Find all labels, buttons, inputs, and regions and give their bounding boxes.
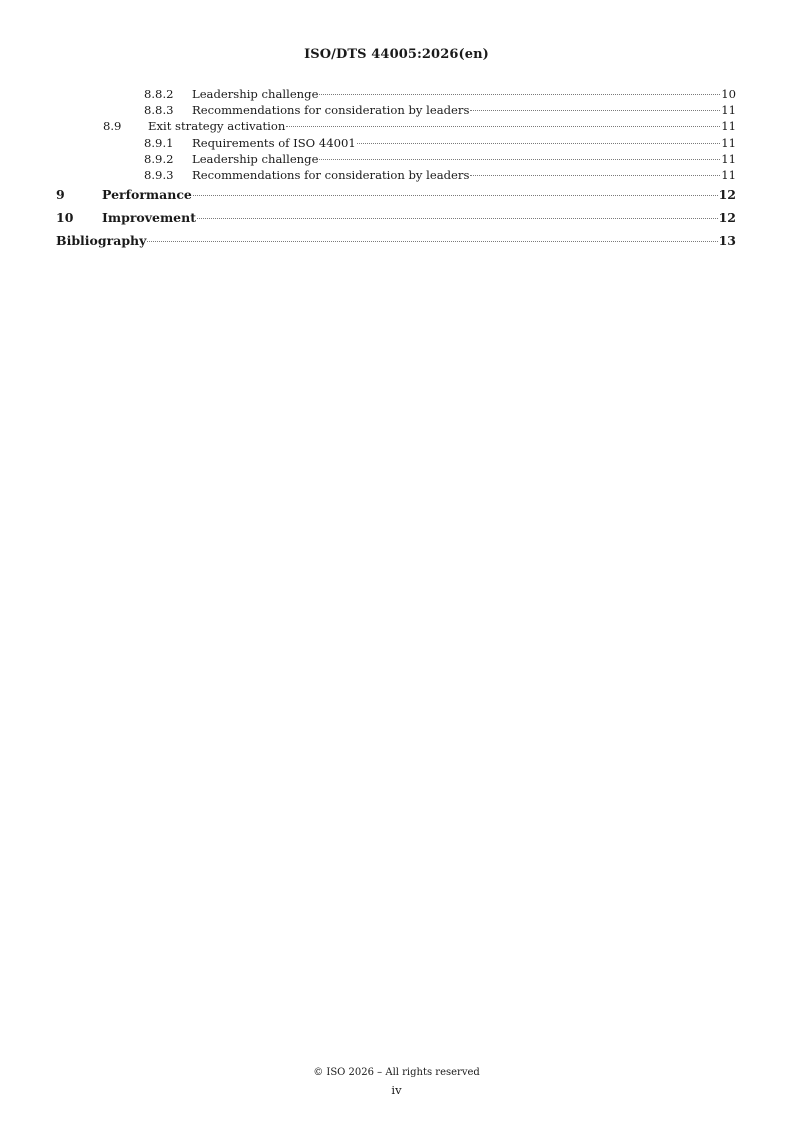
toc-entry-title: Exit strategy activation bbox=[148, 119, 286, 134]
dot-leader bbox=[319, 159, 720, 160]
toc-entry-number: 8.9.2 bbox=[144, 151, 174, 166]
toc-entry-page: 11 bbox=[721, 119, 736, 134]
toc-entry-8-8-3[interactable] bbox=[56, 102, 736, 118]
document-header: ISO/DTS 44005:2026(en) bbox=[304, 47, 489, 62]
toc-entry-number: 8.8.3 bbox=[144, 103, 174, 118]
toc-entry-page: 11 bbox=[721, 103, 736, 118]
toc-entry-title: Recommendations for consideration by leaders bbox=[192, 167, 470, 182]
toc-entry-title: Bibliography bbox=[56, 233, 147, 249]
toc-entry-8-9-2[interactable] bbox=[56, 151, 736, 167]
dot-leader bbox=[319, 94, 720, 95]
toc-entry-title: Leadership challenge bbox=[192, 151, 319, 166]
toc-entry-number: 9 bbox=[56, 187, 65, 203]
toc-entry-page: 12 bbox=[718, 210, 736, 226]
dot-leader bbox=[470, 175, 720, 176]
toc-entry-10[interactable] bbox=[56, 206, 736, 229]
dot-leader bbox=[193, 195, 718, 196]
page-number: iv bbox=[391, 1083, 402, 1097]
toc-entry-8-9-1[interactable] bbox=[56, 135, 736, 151]
toc-entry-number: 8.9.1 bbox=[144, 135, 174, 150]
toc-entry-title: Improvement bbox=[102, 210, 196, 226]
toc-entry-number: 10 bbox=[56, 210, 74, 226]
toc-entry-8-9[interactable] bbox=[56, 118, 736, 134]
toc-entry-8-8-2[interactable] bbox=[56, 86, 736, 102]
dot-leader bbox=[357, 143, 720, 144]
toc-entry-number: 8.8.2 bbox=[144, 87, 174, 101]
toc-entry-page: 11 bbox=[721, 167, 736, 182]
toc-entry-title: Recommendations for consideration by leaders bbox=[192, 103, 470, 118]
toc-entry-title: Performance bbox=[102, 187, 192, 203]
toc-entry-number: 8.9 bbox=[103, 119, 122, 134]
copyright-notice: © ISO 2026 – All rights reserved bbox=[313, 1067, 480, 1078]
dot-leader bbox=[286, 126, 720, 127]
toc-entry-title: Leadership challenge bbox=[192, 87, 319, 101]
toc-entry-9[interactable] bbox=[56, 183, 736, 206]
dot-leader bbox=[147, 241, 717, 242]
dot-leader bbox=[470, 110, 720, 111]
toc-entry-page: 10 bbox=[721, 87, 736, 101]
toc-entry-8-9-3[interactable] bbox=[56, 167, 736, 183]
toc-entry-page: 11 bbox=[721, 135, 736, 150]
table-of-contents bbox=[56, 86, 736, 252]
toc-entry-number: 8.9.3 bbox=[144, 167, 174, 182]
dot-leader bbox=[197, 218, 718, 219]
toc-entry-page: 13 bbox=[718, 233, 736, 249]
toc-entry-page: 11 bbox=[721, 151, 736, 166]
page-footer bbox=[0, 1066, 793, 1097]
toc-entry-bibliography[interactable] bbox=[56, 229, 736, 252]
toc-entry-page: 12 bbox=[718, 187, 736, 203]
toc-entry-title: Requirements of ISO 44001 bbox=[192, 135, 356, 150]
